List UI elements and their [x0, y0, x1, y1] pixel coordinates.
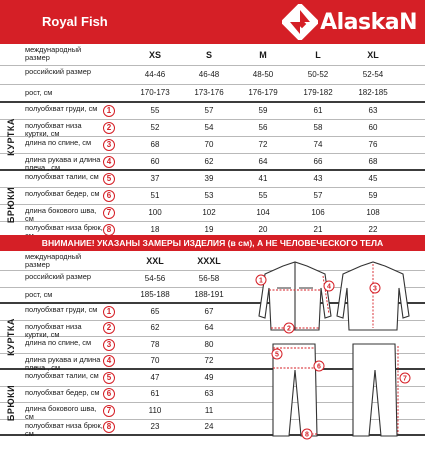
group-side-label: [2, 370, 20, 436]
measure-value-cell: 59: [258, 106, 268, 115]
measure-value-cell: 49: [204, 372, 214, 382]
russian-size-label: российский размер: [25, 272, 91, 281]
brand-title: Royal Fish: [42, 14, 108, 29]
measure-number-badge: 7: [103, 207, 115, 219]
height-cell: 176-179: [248, 88, 278, 97]
svg-text:6: 6: [317, 363, 321, 371]
measure-value-cell: 80: [204, 339, 214, 349]
measure-label: длина бокового шва, см: [25, 404, 97, 421]
measure-value-cell: 102: [202, 208, 216, 217]
svg-text:1: 1: [259, 277, 263, 285]
russian-size-cell: 56-58: [198, 274, 220, 283]
russian-size-cell: 48-50: [252, 70, 274, 79]
measure-number-badge: 5: [103, 372, 115, 384]
group-side-label: [2, 103, 20, 171]
size-cell: L: [315, 49, 321, 60]
measure-value-cell: 72: [258, 140, 268, 149]
measure-marker: [284, 323, 294, 333]
size-cell: XS: [148, 49, 161, 60]
measure-value-cell: 43: [313, 174, 323, 183]
height-cell: 185-188: [140, 290, 170, 299]
measure-value-cell: 47: [150, 372, 160, 382]
measure-marker: [302, 429, 312, 439]
measure-row: [0, 188, 425, 205]
measure-value-cell: 62: [204, 156, 214, 166]
measure-marker: [324, 281, 334, 291]
measure-row: [0, 154, 425, 171]
measure-number-badge: 4: [103, 355, 115, 367]
measure-number-badge: 2: [103, 322, 115, 334]
measure-value-cell: 18: [150, 224, 160, 234]
measure-value-cell: 63: [204, 389, 214, 399]
height-cell: 188-191: [194, 290, 224, 299]
size-cell: M: [259, 49, 267, 60]
group-side-label: [2, 171, 20, 239]
measure-value-cell: 52: [150, 123, 160, 132]
group-name: БРЮКИ: [6, 186, 16, 224]
russian-size-label: российский размер: [25, 67, 91, 76]
intl-size-label: международный размер: [25, 252, 82, 269]
logo-text: AlaskaN: [320, 9, 417, 35]
measure-value-cell: 106: [311, 208, 325, 217]
russian-size-cell: 44-46: [144, 70, 166, 79]
height-label: рост, см: [25, 88, 53, 97]
size-header-row: [0, 44, 425, 66]
measure-marker: [314, 361, 324, 371]
measure-value-cell: 54: [204, 123, 214, 132]
russian-size-cell: 50-52: [307, 70, 329, 79]
measure-value-cell: 59: [368, 191, 378, 200]
measure-value-cell: 57: [204, 106, 214, 115]
measure-value-cell: 62: [150, 323, 160, 333]
measure-label: длина по спине, см: [25, 338, 92, 347]
size-cell: XXL: [146, 255, 164, 266]
group-side-label: [2, 304, 20, 370]
svg-text:3: 3: [373, 285, 377, 293]
measure-value-cell: 64: [204, 323, 214, 333]
measure-row: [0, 205, 425, 222]
measure-value-cell: 100: [148, 208, 162, 217]
measure-value-cell: 60: [368, 123, 378, 132]
measure-number-badge: 8: [103, 421, 115, 433]
measure-value-cell: 11: [204, 405, 214, 415]
measure-label: длина по спине, см: [25, 138, 92, 147]
measure-number-badge: 6: [103, 190, 115, 202]
measure-value-cell: 21: [313, 224, 323, 234]
measure-value-cell: 66: [313, 156, 323, 166]
size-cell: XXXL: [197, 255, 221, 266]
alaskan-logo: [282, 4, 417, 40]
measure-label: полуобхват низа брюк, см: [25, 420, 103, 438]
measure-value-cell: 64: [258, 156, 268, 166]
measure-value-cell: 61: [313, 106, 323, 115]
measure-number-badge: 1: [103, 105, 115, 117]
measure-value-cell: 20: [258, 224, 268, 234]
measure-value-cell: 65: [150, 306, 160, 316]
svg-text:7: 7: [403, 375, 407, 383]
measure-row: [0, 120, 425, 137]
measure-value-cell: 53: [204, 191, 214, 200]
measure-value-cell: 55: [150, 106, 160, 115]
measure-value-cell: 61: [150, 389, 160, 399]
measure-value-cell: 45: [368, 174, 378, 183]
measure-value-cell: 67: [204, 306, 214, 316]
measure-marker: [256, 275, 266, 285]
measure-value-cell: 104: [256, 208, 270, 217]
group-name: КУРТКА: [6, 118, 17, 156]
measure-row: [0, 103, 425, 120]
measure-number-badge: 3: [103, 339, 115, 351]
measure-value-cell: 58: [313, 123, 323, 132]
measure-number-badge: 2: [103, 122, 115, 134]
measure-number-badge: 6: [103, 388, 115, 400]
measure-value-cell: 76: [368, 140, 378, 149]
russian-size-cell: 52-54: [362, 70, 384, 79]
measure-label: полуобхват талии, см: [25, 371, 99, 380]
measure-value-cell: 23: [150, 421, 160, 431]
height-row: [0, 85, 425, 103]
measure-marker: [400, 373, 410, 383]
measure-number-badge: 8: [103, 224, 115, 236]
svg-text:5: 5: [275, 351, 279, 359]
height-cell: 173-176: [194, 88, 224, 97]
svg-text:8: 8: [305, 431, 309, 439]
measure-value-cell: 41: [258, 174, 268, 183]
measure-label: длина рукава и длина плеча , см: [25, 354, 101, 372]
measure-row: [0, 137, 425, 154]
measure-value-cell: 63: [368, 106, 378, 115]
height-cell: 170-173: [140, 88, 170, 97]
measure-label: полуобхват бедер, см: [25, 387, 100, 397]
measure-value-cell: 37: [150, 174, 160, 183]
svg-text:4: 4: [327, 283, 331, 291]
measure-label: длина бокового шва, см: [25, 206, 97, 223]
measure-value-cell: 70: [150, 355, 160, 365]
measure-value-cell: 51: [150, 191, 160, 200]
measure-value-cell: 56: [258, 123, 268, 132]
size-cell: XL: [367, 49, 379, 60]
svg-text:2: 2: [287, 325, 291, 333]
russian-size-cell: 54-56: [144, 274, 166, 283]
measure-label: полуобхват талии, см: [25, 172, 99, 181]
measure-number-badge: 3: [103, 139, 115, 151]
measure-number-badge: 1: [103, 306, 115, 318]
measure-value-cell: 70: [204, 140, 214, 149]
intl-size-label: международный размер: [25, 45, 82, 62]
height-cell: 179-182: [303, 88, 333, 97]
height-label: рост, см: [25, 290, 53, 299]
size-cell: S: [205, 49, 212, 60]
pants-back-drawing: [353, 344, 397, 436]
measurement-warning-banner: ВНИМАНИЕ! УКАЗАНЫ ЗАМЕРЫ ИЗДЕЛИЯ (в см), А НЕ ЧЕЛОВЕЧЕСКОГО ТЕЛА: [0, 235, 425, 251]
measure-value-cell: 57: [313, 191, 323, 200]
measure-value-cell: 110: [148, 405, 162, 415]
group-name: БРЮКИ: [6, 384, 16, 422]
russian-size-row: [0, 66, 425, 85]
size-table-1: [0, 44, 425, 239]
measure-label: полуобхват груди, см: [25, 305, 98, 314]
measure-value-cell: 60: [150, 156, 160, 166]
measure-value-cell: 108: [366, 208, 380, 217]
measure-label: полуобхват низа куртки, см: [25, 321, 82, 339]
measure-label: полуобхват бедер, см: [25, 189, 100, 198]
measure-value-cell: 68: [368, 156, 378, 166]
measure-value-cell: 68: [150, 140, 160, 149]
measure-number-badge: 5: [103, 173, 115, 185]
measure-value-cell: 55: [258, 191, 268, 200]
measure-marker: [370, 283, 380, 293]
measure-row: [0, 171, 425, 188]
measure-value-cell: 74: [313, 140, 323, 149]
measure-value-cell: 24: [204, 421, 214, 431]
header-bar: [0, 0, 425, 44]
measure-marker: [272, 349, 282, 359]
measure-value-cell: 72: [204, 355, 214, 365]
measure-value-cell: 19: [204, 224, 214, 234]
measure-label: полуобхват низа брюк,: [25, 223, 103, 232]
measure-value-cell: 78: [150, 339, 160, 349]
measure-value-cell: 22: [368, 224, 378, 234]
measure-number-badge: 7: [103, 405, 115, 417]
logo-mark-icon: [282, 4, 318, 40]
measure-label: длина рукава и длина плеча , см: [25, 155, 101, 172]
russian-size-cell: 46-48: [198, 70, 220, 79]
garment-illustration: [255, 258, 425, 450]
measure-value-cell: 39: [204, 174, 214, 183]
group-name: КУРТКА: [6, 318, 17, 356]
measure-label: полуобхват низа куртки, см: [25, 121, 82, 138]
measure-label: полуобхват груди, см: [25, 104, 98, 113]
height-cell: 182-185: [358, 88, 388, 97]
measure-number-badge: 4: [103, 156, 115, 168]
